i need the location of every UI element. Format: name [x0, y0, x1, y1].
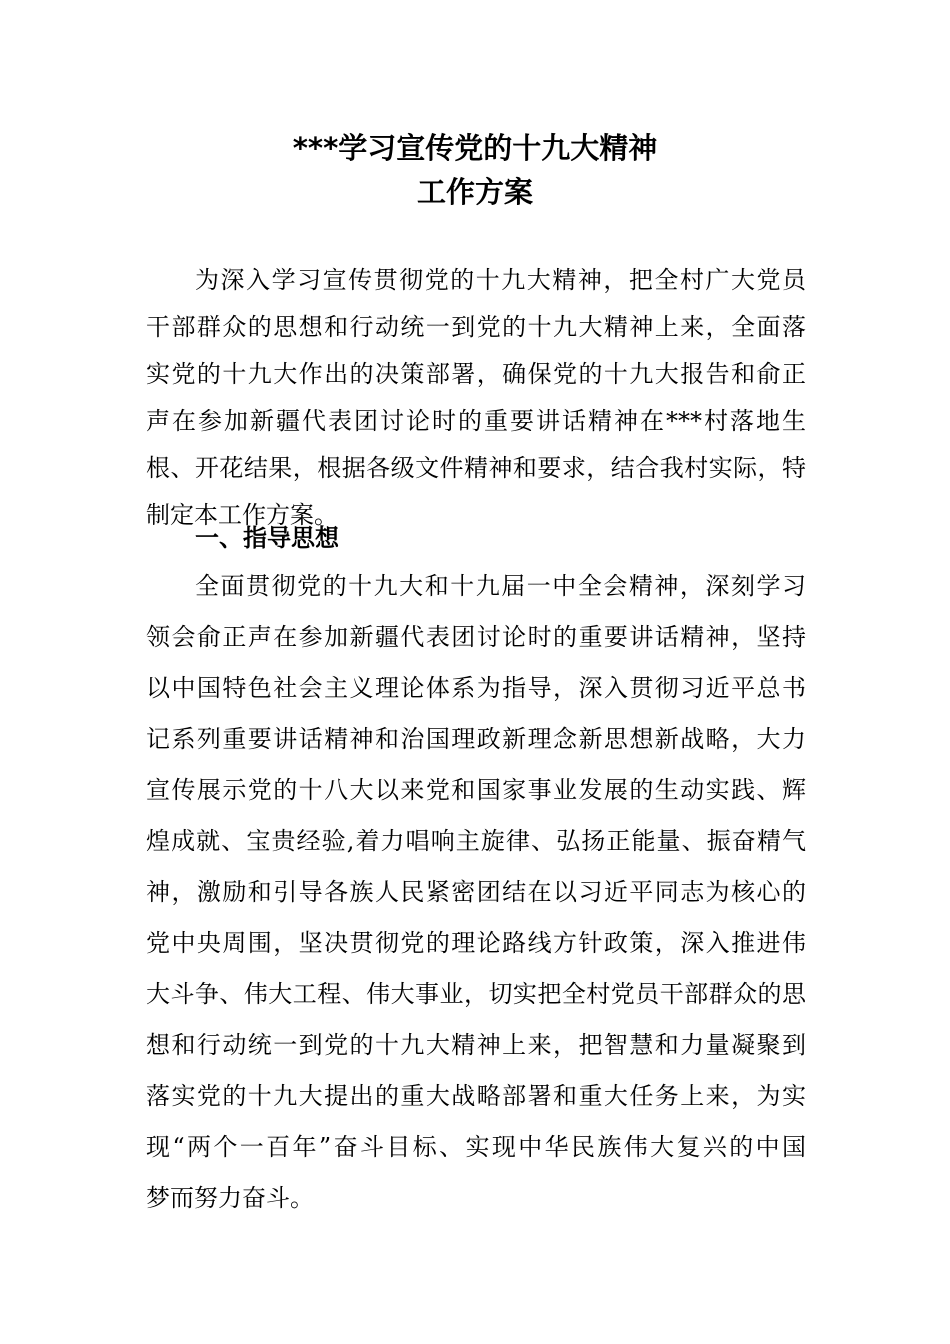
document-title-line-1: ***学习宣传党的十九大精神 — [292, 131, 658, 165]
intro-line: 干部群众的思想和行动统一到党的十九大精神上来，全面落 — [146, 313, 806, 341]
intro-line: 制定本工作方案。 — [146, 501, 338, 529]
body-line: 煌成就、宝贵经验,着力唱响主旋律、弘扬正能量、振奋精气 — [146, 827, 806, 855]
body-line: 现“两个一百年”奋斗目标、实现中华民族伟大复兴的中国 — [146, 1133, 806, 1161]
body-line: 想和行动统一到党的十九大精神上来，把智慧和力量凝聚到 — [146, 1031, 806, 1059]
section-heading-guiding-thought: 一、指导思想 — [195, 524, 339, 552]
body-line: 大斗争、伟大工程、伟大事业，切实把全村党员干部群众的思 — [146, 980, 806, 1008]
body-line: 落实党的十九大提出的重大战略部署和重大任务上来，为实 — [146, 1082, 806, 1110]
body-line: 党中央周围，坚决贯彻党的理论路线方针政策，深入推进伟 — [146, 929, 806, 957]
intro-line: 实党的十九大作出的决策部署，确保党的十九大报告和俞正 — [146, 360, 806, 388]
body-line: 神，激励和引导各族人民紧密团结在以习近平同志为核心的 — [146, 878, 806, 906]
body-line: 以中国特色社会主义理论体系为指导，深入贯彻习近平总书 — [146, 674, 806, 702]
intro-line: 声在参加新疆代表团讨论时的重要讲话精神在***村落地生 — [146, 407, 806, 435]
intro-line: 为深入学习宣传贯彻党的十九大精神，把全村广大党员 — [195, 266, 806, 294]
document-title-line-2: 工作方案 — [416, 175, 533, 209]
body-line: 宣传展示党的十八大以来党和国家事业发展的生动实践、辉 — [146, 776, 806, 804]
body-line: 全面贯彻党的十九大和十九届一中全会精神，深刻学习 — [195, 572, 806, 600]
body-line: 记系列重要讲话精神和治国理政新理念新思想新战略，大力 — [146, 725, 806, 753]
intro-line: 根、开花结果，根据各级文件精神和要求，结合我村实际，特 — [146, 454, 806, 482]
body-line: 梦而努力奋斗。 — [146, 1184, 314, 1212]
body-line: 领会俞正声在参加新疆代表团讨论时的重要讲话精神，坚持 — [146, 623, 806, 651]
